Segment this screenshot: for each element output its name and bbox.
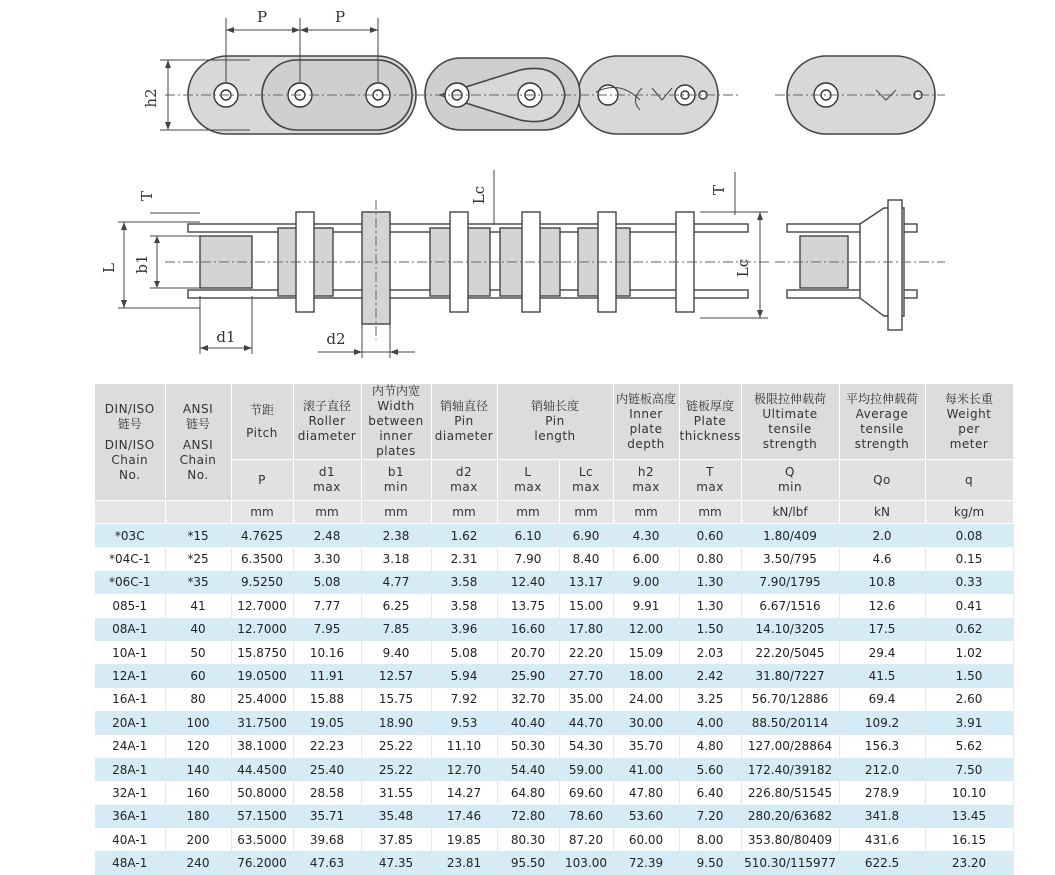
table-cell: 44.4500 — [231, 758, 293, 781]
table-cell: 56.70/12886 — [741, 688, 839, 711]
unit-L: mm — [497, 501, 559, 524]
table-cell: 156.3 — [839, 735, 925, 758]
table-cell: *15 — [165, 524, 231, 548]
label-h2: h2 — [142, 88, 160, 108]
table-cell: 5.94 — [431, 664, 497, 687]
table-cell: 87.20 — [559, 828, 613, 851]
table-cell: 69.4 — [839, 688, 925, 711]
table-cell: 13.45 — [925, 805, 1013, 828]
table-row — [95, 828, 1013, 851]
table-cell: 9.50 — [679, 851, 741, 874]
table-row — [95, 735, 1013, 758]
table-row — [95, 758, 1013, 781]
table-cell: 3.18 — [361, 547, 431, 570]
table-cell: 0.62 — [925, 618, 1013, 641]
table-cell: 510.30/115977 — [741, 851, 839, 874]
table-cell: 6.3500 — [231, 547, 293, 570]
table-cell: 3.58 — [431, 594, 497, 617]
table-cell: 6.00 — [613, 547, 679, 570]
table-cell: 431.6 — [839, 828, 925, 851]
table-cell: 25.22 — [361, 735, 431, 758]
table-cell: 4.00 — [679, 711, 741, 734]
table-cell: 9.40 — [361, 641, 431, 664]
table-cell: 2.31 — [431, 547, 497, 570]
table-row — [95, 524, 1013, 548]
table-cell: 30.00 — [613, 711, 679, 734]
table-cell: 3.91 — [925, 711, 1013, 734]
header-pitch: 节距 Pitch — [231, 384, 293, 460]
table-cell: 12.7000 — [231, 594, 293, 617]
table-cell: 19.0500 — [231, 664, 293, 687]
table-cell: 35.00 — [559, 688, 613, 711]
table-cell: 38.1000 — [231, 735, 293, 758]
table-cell: 31.7500 — [231, 711, 293, 734]
label-b1: b1 — [133, 254, 151, 274]
table-cell: 12.7000 — [231, 618, 293, 641]
table-cell: 25.90 — [497, 664, 559, 687]
sym-plate-thickness: T max — [679, 460, 741, 501]
table-cell: 1.50 — [925, 664, 1013, 687]
table-cell: 12.57 — [361, 664, 431, 687]
table-cell: 32.70 — [497, 688, 559, 711]
table-cell: 5.60 — [679, 758, 741, 781]
table-cell: 212.0 — [839, 758, 925, 781]
unit-ultimate-strength: kN/lbf — [741, 501, 839, 524]
table-cell: 1.62 — [431, 524, 497, 548]
table-cell: 14.27 — [431, 781, 497, 804]
table-cell: 16A-1 — [95, 688, 165, 711]
table-cell: 80 — [165, 688, 231, 711]
label-d2: d2 — [326, 330, 346, 348]
table-cell: 5.62 — [925, 735, 1013, 758]
table-cell: 7.90/1795 — [741, 571, 839, 594]
table-cell: 11.91 — [293, 664, 361, 687]
table-cell: 47.63 — [293, 851, 361, 874]
table-cell: 88.50/20114 — [741, 711, 839, 734]
sym-ultimate-strength: Q min — [741, 460, 839, 501]
table-cell: 6.25 — [361, 594, 431, 617]
table-cell: 10.10 — [925, 781, 1013, 804]
header-weight: 每米长重 Weight per meter — [925, 384, 1013, 460]
table-cell: 41.5 — [839, 664, 925, 687]
table-cell: 11.10 — [431, 735, 497, 758]
table-cell: 44.70 — [559, 711, 613, 734]
table-cell: 7.85 — [361, 618, 431, 641]
table-row — [95, 851, 1013, 874]
chain-plan-view — [100, 170, 770, 358]
table-cell: 12.00 — [613, 618, 679, 641]
chain-end-view-top — [775, 56, 945, 134]
table-cell: 8.40 — [559, 547, 613, 570]
header-row-names — [95, 384, 1013, 460]
table-cell: 39.68 — [293, 828, 361, 851]
table-cell: 0.15 — [925, 547, 1013, 570]
table-cell: 341.8 — [839, 805, 925, 828]
table-cell: *06C-1 — [95, 571, 165, 594]
table-cell: 16.15 — [925, 828, 1013, 851]
table-cell: 9.91 — [613, 594, 679, 617]
table-cell: 40.40 — [497, 711, 559, 734]
table-cell: 15.09 — [613, 641, 679, 664]
table-cell: 085-1 — [95, 594, 165, 617]
table-cell: 3.96 — [431, 618, 497, 641]
table-cell: 127.00/28864 — [741, 735, 839, 758]
table-cell: 2.48 — [293, 524, 361, 548]
label-T-left: T — [138, 190, 156, 202]
table-cell: 9.00 — [613, 571, 679, 594]
sym-average-strength: Qo — [839, 460, 925, 501]
header-pin-length: 销轴长度 Pin length — [497, 384, 613, 460]
table-cell: 25.22 — [361, 758, 431, 781]
table-cell: 0.33 — [925, 571, 1013, 594]
table-cell: 28.58 — [293, 781, 361, 804]
unit-plate-thickness: mm — [679, 501, 741, 524]
table-cell: 12.40 — [497, 571, 559, 594]
sym-roller: d1 max — [293, 460, 361, 501]
table-cell: 1.50 — [679, 618, 741, 641]
table-row — [95, 571, 1013, 594]
table-cell: 0.41 — [925, 594, 1013, 617]
table-cell: 31.55 — [361, 781, 431, 804]
header-width: 内节内宽 Width between inner plates — [361, 384, 431, 460]
table-cell: 80.30 — [497, 828, 559, 851]
sym-plate-depth: h2 max — [613, 460, 679, 501]
header-plate-depth: 内链板高度 Inner plate depth — [613, 384, 679, 460]
table-cell: 35.71 — [293, 805, 361, 828]
table-cell: 17.80 — [559, 618, 613, 641]
table-cell: 63.5000 — [231, 828, 293, 851]
table-cell: 35.48 — [361, 805, 431, 828]
header-plate-thickness: 链板厚度 Plate thickness — [679, 384, 741, 460]
sym-width: b1 min — [361, 460, 431, 501]
table-cell: 50.30 — [497, 735, 559, 758]
table-cell: 27.70 — [559, 664, 613, 687]
header-average-strength: 平均拉伸载荷 Average tensile strength — [839, 384, 925, 460]
table-cell: 15.00 — [559, 594, 613, 617]
table-cell: 0.80 — [679, 547, 741, 570]
table-cell: 78.60 — [559, 805, 613, 828]
table-row — [95, 618, 1013, 641]
table-cell: 0.08 — [925, 524, 1013, 548]
table-cell: 1.80/409 — [741, 524, 839, 548]
table-cell: 08A-1 — [95, 618, 165, 641]
table-cell: 17.46 — [431, 805, 497, 828]
table-cell: 29.4 — [839, 641, 925, 664]
table-cell: 32A-1 — [95, 781, 165, 804]
header-row-units — [95, 501, 1013, 524]
table-cell: 6.90 — [559, 524, 613, 548]
table-cell: 24.00 — [613, 688, 679, 711]
label-Lc-right: Lc — [734, 258, 752, 278]
table-cell: 109.2 — [839, 711, 925, 734]
table-cell: 6.10 — [497, 524, 559, 548]
table-cell: 622.5 — [839, 851, 925, 874]
table-cell: 31.80/7227 — [741, 664, 839, 687]
table-cell: 7.92 — [431, 688, 497, 711]
table-cell: 50.8000 — [231, 781, 293, 804]
table-cell: 7.90 — [497, 547, 559, 570]
table-cell: 278.9 — [839, 781, 925, 804]
table-cell: 48A-1 — [95, 851, 165, 874]
table-cell: 353.80/80409 — [741, 828, 839, 851]
table-cell: 40A-1 — [95, 828, 165, 851]
table-cell: 7.20 — [679, 805, 741, 828]
unit-pin-diameter: mm — [431, 501, 497, 524]
table-cell: 4.6 — [839, 547, 925, 570]
table-cell: 35.70 — [613, 735, 679, 758]
header-roller: 滚子直径 Roller diameter — [293, 384, 361, 460]
table-cell: 47.80 — [613, 781, 679, 804]
table-body — [95, 524, 1013, 875]
table-cell: 41.00 — [613, 758, 679, 781]
table-cell: 59.00 — [559, 758, 613, 781]
table-cell: 60.00 — [613, 828, 679, 851]
table-cell: 5.08 — [293, 571, 361, 594]
table-cell: 72.80 — [497, 805, 559, 828]
table-row — [95, 688, 1013, 711]
unit-width: mm — [361, 501, 431, 524]
label-pitch-1: P — [256, 8, 268, 26]
table-cell: 10.8 — [839, 571, 925, 594]
table-cell: 13.17 — [559, 571, 613, 594]
table-cell: 103.00 — [559, 851, 613, 874]
table-cell: 22.23 — [293, 735, 361, 758]
table-cell: 3.58 — [431, 571, 497, 594]
table-cell: 20A-1 — [95, 711, 165, 734]
unit-roller: mm — [293, 501, 361, 524]
table-cell: 120 — [165, 735, 231, 758]
table-cell: 20.70 — [497, 641, 559, 664]
table-cell: 69.60 — [559, 781, 613, 804]
table-cell: 19.05 — [293, 711, 361, 734]
sym-Lc: Lc max — [559, 460, 613, 501]
table-row — [95, 641, 1013, 664]
table-cell: 50 — [165, 641, 231, 664]
table-cell: 2.38 — [361, 524, 431, 548]
table-cell: *03C — [95, 524, 165, 548]
sym-pitch: P — [231, 460, 293, 501]
table-cell: *35 — [165, 571, 231, 594]
table-cell: 4.77 — [361, 571, 431, 594]
table-cell: 23.20 — [925, 851, 1013, 874]
table-cell: 9.5250 — [231, 571, 293, 594]
table-cell: 160 — [165, 781, 231, 804]
table-cell: 7.50 — [925, 758, 1013, 781]
table-cell: 17.5 — [839, 618, 925, 641]
table-cell: 24A-1 — [95, 735, 165, 758]
label-d1: d1 — [216, 328, 236, 346]
table-row — [95, 664, 1013, 687]
sym-L: L max — [497, 460, 559, 501]
table-cell: 1.30 — [679, 594, 741, 617]
table-cell: 10.16 — [293, 641, 361, 664]
table-cell: 8.00 — [679, 828, 741, 851]
table-cell: 22.20 — [559, 641, 613, 664]
table-cell: 0.60 — [679, 524, 741, 548]
table-cell: 57.1500 — [231, 805, 293, 828]
table-cell: 226.80/51545 — [741, 781, 839, 804]
table-cell: 100 — [165, 711, 231, 734]
table-cell: 54.30 — [559, 735, 613, 758]
table-cell: 2.0 — [839, 524, 925, 548]
table-cell: *04C-1 — [95, 547, 165, 570]
table-cell: 2.60 — [925, 688, 1013, 711]
header-ultimate-strength: 极限拉伸载荷 Ultimate tensile strength — [741, 384, 839, 460]
table-cell: 40 — [165, 618, 231, 641]
table-cell: 2.42 — [679, 664, 741, 687]
table-cell: 16.60 — [497, 618, 559, 641]
label-pitch-2: P — [334, 8, 346, 26]
table-cell: 4.30 — [613, 524, 679, 548]
header-ansi: ANSI 链号 ANSI Chain No. — [165, 384, 231, 501]
chain-spec-table — [95, 384, 1014, 875]
table-cell: 12.70 — [431, 758, 497, 781]
table-cell: 1.02 — [925, 641, 1013, 664]
table-cell: 72.39 — [613, 851, 679, 874]
table-cell: 280.20/63682 — [741, 805, 839, 828]
table-cell: 15.88 — [293, 688, 361, 711]
table-row — [95, 547, 1013, 570]
table-cell: 1.30 — [679, 571, 741, 594]
table-cell: 200 — [165, 828, 231, 851]
unit-average-strength: kN — [839, 501, 925, 524]
table-cell: 18.00 — [613, 664, 679, 687]
table-cell: 64.80 — [497, 781, 559, 804]
unit-plate-depth: mm — [613, 501, 679, 524]
table-cell: 2.03 — [679, 641, 741, 664]
table-cell: 19.85 — [431, 828, 497, 851]
unit-weight: kg/m — [925, 501, 1013, 524]
table-cell: 3.50/795 — [741, 547, 839, 570]
table-cell: 36A-1 — [95, 805, 165, 828]
unit-pitch: mm — [231, 501, 293, 524]
table-cell: 10A-1 — [95, 641, 165, 664]
table-cell: *25 — [165, 547, 231, 570]
table-row — [95, 711, 1013, 734]
chain-side-view — [142, 8, 740, 134]
sym-weight: q — [925, 460, 1013, 501]
sym-pin-diameter: d2 max — [431, 460, 497, 501]
table-cell: 25.40 — [293, 758, 361, 781]
table-cell: 6.40 — [679, 781, 741, 804]
table-cell: 180 — [165, 805, 231, 828]
table-cell: 41 — [165, 594, 231, 617]
table-cell: 23.81 — [431, 851, 497, 874]
chain-end-view-bottom — [775, 200, 945, 330]
label-Lc-mid: Lc — [470, 185, 488, 205]
table-cell: 7.77 — [293, 594, 361, 617]
table-cell: 18.90 — [361, 711, 431, 734]
table-cell: 95.50 — [497, 851, 559, 874]
table-cell: 15.75 — [361, 688, 431, 711]
label-L: L — [100, 263, 118, 273]
table-cell: 25.4000 — [231, 688, 293, 711]
table-cell: 4.7625 — [231, 524, 293, 548]
table-cell: 6.67/1516 — [741, 594, 839, 617]
table-cell: 7.95 — [293, 618, 361, 641]
table-row — [95, 781, 1013, 804]
unit-Lc: mm — [559, 501, 613, 524]
table-cell: 60 — [165, 664, 231, 687]
table-cell: 15.8750 — [231, 641, 293, 664]
table-cell: 12.6 — [839, 594, 925, 617]
header-row-symbols — [95, 460, 1013, 501]
table-cell: 240 — [165, 851, 231, 874]
table-cell: 28A-1 — [95, 758, 165, 781]
table-cell: 12A-1 — [95, 664, 165, 687]
table-cell: 172.40/39182 — [741, 758, 839, 781]
table-row — [95, 594, 1013, 617]
table-cell: 4.80 — [679, 735, 741, 758]
table-cell: 140 — [165, 758, 231, 781]
table-cell: 9.53 — [431, 711, 497, 734]
label-T-right: T — [710, 184, 728, 196]
table-cell: 3.30 — [293, 547, 361, 570]
table-cell: 13.75 — [497, 594, 559, 617]
table-cell: 54.40 — [497, 758, 559, 781]
table-cell: 53.60 — [613, 805, 679, 828]
table-row — [95, 805, 1013, 828]
chain-technical-drawing — [0, 0, 1055, 380]
header-din: DIN/ISO 链号 DIN/ISO Chain No. — [95, 384, 165, 501]
table-cell: 37.85 — [361, 828, 431, 851]
table-cell: 14.10/3205 — [741, 618, 839, 641]
table-cell: 5.08 — [431, 641, 497, 664]
table-cell: 22.20/5045 — [741, 641, 839, 664]
table-cell: 3.25 — [679, 688, 741, 711]
table-cell: 47.35 — [361, 851, 431, 874]
header-pin-diameter: 销轴直径 Pin diameter — [431, 384, 497, 460]
table-cell: 76.2000 — [231, 851, 293, 874]
